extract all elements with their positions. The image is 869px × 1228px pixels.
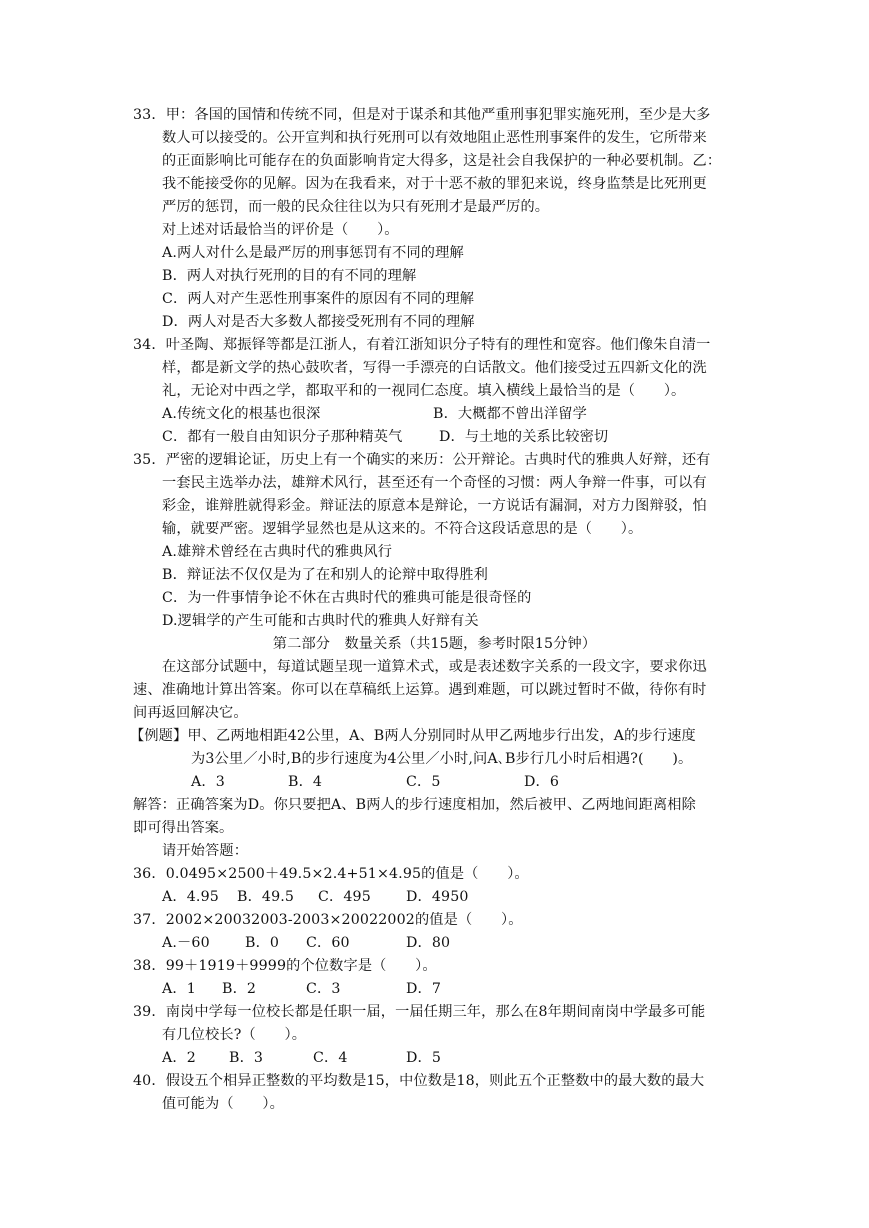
q40-line-1: 40．假设五个相异正整数的平均数是15，中位数是18，则此五个正整数中的最大数的最大 [133, 1073, 705, 1089]
q33-line-5: 严厉的惩罚，而一般的民众往往以为只有死刑才是最严厉的。 [162, 199, 550, 215]
q34-line-2: 样，都是新文学的热心鼓吹者，写得一手漂亮的白话散文。他们接受过五四新文化的洗 [162, 360, 707, 376]
example-option-a: A．3 [191, 774, 225, 790]
section-title: 第二部分 数量关系（共15题，参考时限15分钟） [272, 636, 597, 652]
q35-line-4: 输，就要严密。逻辑学显然也是从这来的。不符合这段话意思的是（ ）。 [162, 521, 643, 537]
section-intro-2: 速、准确地计算出答案。你可以在草稿纸上运算。遇到难题，可以跳过暂时不做，待你有时 [133, 682, 707, 698]
q39-option-d: D．5 [406, 1050, 442, 1066]
q33-option-b: B．两人对执行死刑的目的有不同的理解 [162, 268, 417, 284]
q33-option-c: C．两人对产生恶性刑事案件的原因有不同的理解 [162, 291, 475, 307]
q39-option-b: B．3 [229, 1050, 264, 1066]
q38-option-d: D．7 [406, 981, 442, 997]
q35-option-b: B．辩证法不仅仅是为了在和别人的论辩中取得胜利 [162, 567, 489, 583]
q34-line-1: 34．叶圣陶、郑振铎等都是江浙人，有着江浙知识分子特有的理性和宽容。他们像朱自清一 [133, 337, 711, 353]
q34-option-c: C．都有一般自由知识分子那种精英气 [162, 429, 403, 445]
example-line-2: 为3公里／小时,B的步行速度为4公里／小时,问A､B步行几小时后相遇?( )。 [191, 751, 693, 767]
q37-option-a: A.－60 [162, 935, 210, 951]
q33-prompt: 对上述对话最恰当的评价是（ ）。 [162, 222, 399, 238]
q39-option-a: A．2 [162, 1050, 196, 1066]
example-option-b: B．4 [288, 774, 323, 790]
q33-option-d: D．两人对是否大多数人都接受死刑有不同的理解 [162, 314, 475, 330]
q35-option-d: D.逻辑学的产生可能和古典时代的雅典人好辩有关 [162, 613, 479, 629]
q39-line-2: 有几位校长?（ ）。 [162, 1027, 307, 1043]
q36-option-b: B．49.5 [237, 889, 295, 905]
q40-line-2: 值可能为（ ）。 [162, 1096, 284, 1112]
q34-option-b: B．大概都不曾出洋留学 [433, 406, 587, 422]
q33-line-3: 的正面影响比可能存在的负面影响肯定大得多，这是社会自我保护的一种必要机制。乙： [162, 153, 722, 169]
q33-option-a: A.两人对什么是最严厉的刑事惩罚有不同的理解 [162, 245, 464, 261]
q33-line-4: 我不能接受你的见解。因为在我看来，对于十恶不赦的罪犯来说，终身监禁是比死刑更 [162, 176, 707, 192]
q35-option-c: C．为一件事情争论不休在古典时代的雅典可能是很奇怪的 [162, 590, 532, 606]
q35-option-a: A.雄辩术曾经在古典时代的雅典风行 [162, 544, 393, 560]
q38-line-1: 38．99＋1919＋9999的个位数字是（ ）。 [133, 958, 437, 974]
q37-option-c: C．60 [306, 935, 350, 951]
q36-option-c: C．495 [318, 889, 371, 905]
q36-line-1: 36．0.0495×2500＋49.5×2.4+51×4.95的值是（ ）。 [133, 866, 529, 882]
start-prompt: 请开始答题： [162, 843, 249, 859]
q37-line-1: 37．2002×20032003-2003×20022002的值是（ ）。 [133, 912, 523, 928]
example-answer-1: 解答：正确答案为D。你只要把A、B两人的步行速度相加，然后被甲、乙两地间距离相除 [133, 797, 696, 813]
q35-line-2: 一套民主选举办法，雄辩术风行，甚至还有一个奇怪的习惯：两人争辩一件事，可以有 [162, 475, 707, 491]
q38-option-b: B．2 [222, 981, 257, 997]
q38-option-a: A．1 [162, 981, 196, 997]
q34-line-3: 礼，无论对中西之学，都取平和的一视同仁态度。填入横线上最恰当的是（ ）。 [162, 383, 686, 399]
q38-option-c: C．3 [306, 981, 341, 997]
example-line-1: 【例题】甲、乙两地相距42公里，A、B两人分别同时从甲乙两地步行出发，A的步行速度 [130, 728, 696, 744]
section-intro-1: 在这部分试题中，每道试题呈现一道算术式，或是表述数字关系的一段文字，要求你迅 [162, 659, 707, 675]
q34-option-d: D．与土地的关系比较密切 [439, 429, 609, 445]
q33-line-1: 33．甲：各国的国情和传统不同，但是对于谋杀和其他严重刑事犯罪实施死刑，至少是大多 [133, 107, 711, 123]
q39-line-1: 39．南岗中学每一位校长都是任职一届，一届任期三年，那么在8年期间南岗中学最多可能 [133, 1004, 706, 1020]
example-option-c: C．5 [406, 774, 441, 790]
q37-option-b: B．0 [245, 935, 280, 951]
q39-option-c: C．4 [313, 1050, 348, 1066]
q36-option-d: D．4950 [406, 889, 469, 905]
example-answer-2: 即可得出答案。 [133, 820, 234, 836]
q35-line-1: 35．严密的逻辑论证，历史上有一个确实的来历：公开辩论。古典时代的雅典人好辩，还有 [133, 452, 711, 468]
q36-option-a: A．4.95 [162, 889, 219, 905]
section-intro-3: 间再返回解决它。 [133, 705, 248, 721]
q37-option-d: D．80 [406, 935, 451, 951]
q33-line-2: 数人可以接受的。公开宣判和执行死刑可以有效地阻止恶性刑事案件的发生，它所带来 [162, 130, 707, 146]
q34-option-a: A.传统文化的根基也很深 [162, 406, 321, 422]
q35-line-3: 彩金，谁辩胜就得彩金。辩证法的原意本是辩论，一方说话有漏洞，对方力图辩驳，怕 [162, 498, 707, 514]
example-option-d: D．6 [524, 774, 560, 790]
